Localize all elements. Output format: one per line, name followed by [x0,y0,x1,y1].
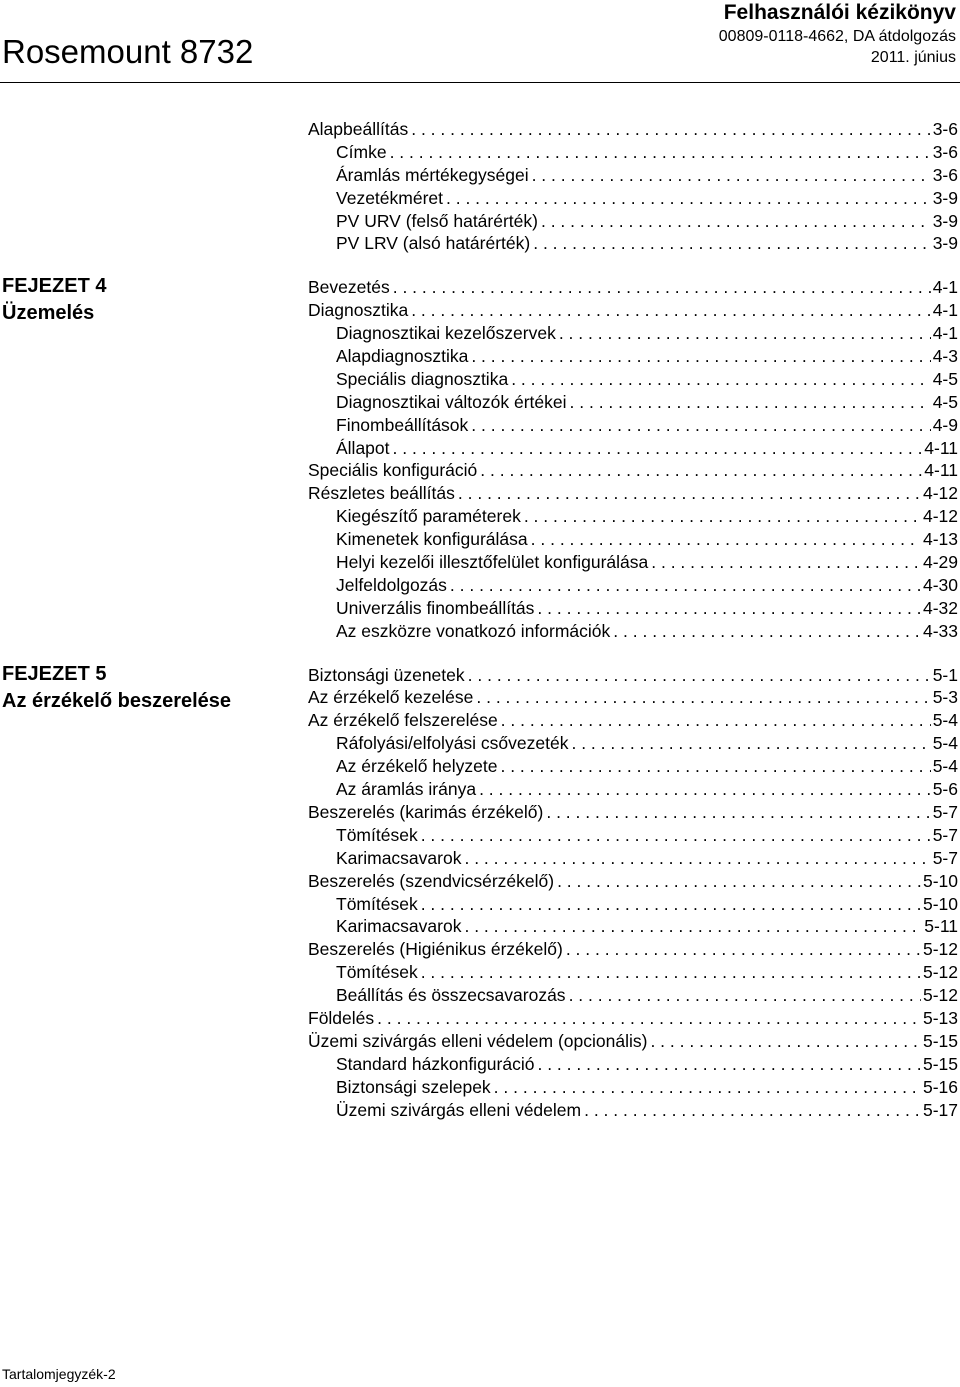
toc-entry-page: 5-12 [922,939,958,960]
toc-entry-page: 5-13 [922,1007,958,1028]
toc-entry[interactable] [308,232,958,255]
dot-leader [501,709,931,732]
dot-leader [377,1007,921,1030]
toc-entry-label: Tömítések [336,962,418,983]
dot-leader [557,870,921,893]
footer-page-label: Tartalomjegyzék-2 [2,1366,116,1382]
dot-leader [533,232,930,255]
toc-entry[interactable] [308,345,958,368]
table-of-contents [308,118,958,1121]
toc-entry-page: 5-4 [932,733,958,754]
toc-entry-label: Az érzékelő helyzete [336,756,498,777]
document-info [719,0,956,68]
dot-leader [390,141,931,164]
toc-entry-label: Kiegészítő paraméterek [336,506,521,527]
chapter-heading [2,661,231,715]
dot-leader [421,961,921,984]
toc-entry[interactable] [308,210,958,233]
toc-entry[interactable] [308,732,958,755]
toc-entry-label: Finombeállítások [336,414,469,435]
toc-entry-page: 5-3 [932,687,958,708]
toc-entry-page: 3-9 [932,187,958,208]
toc-entry-label: Diagnosztikai változók értékei [336,391,567,412]
toc-entry-label: Bevezetés [308,277,390,298]
toc-entry-page: 4-32 [922,597,958,618]
toc-entry-label: PV URV (felső határérték) [336,210,538,231]
toc-entry[interactable] [308,187,958,210]
dot-leader [393,276,931,299]
toc-entry-page: 4-12 [922,483,958,504]
toc-entry-label: Jelfeldolgozás [336,574,447,595]
dot-leader [532,164,931,187]
document-title: Felhasználói kézikönyv [723,1,956,24]
toc-entry-page: 3-6 [932,119,958,139]
dot-leader [471,345,930,368]
toc-entry[interactable] [308,847,958,870]
dot-leader [476,686,930,709]
toc-section [308,276,958,642]
dot-leader [566,938,921,961]
toc-entry[interactable] [308,322,958,345]
toc-entry[interactable] [308,778,958,801]
toc-entry[interactable] [308,709,958,732]
toc-entry-page: 4-13 [922,529,958,550]
toc-entry[interactable] [308,459,958,482]
toc-entry-page: 4-1 [932,300,958,321]
toc-entry-label: Tömítések [336,824,418,845]
toc-entry[interactable] [308,686,958,709]
toc-entry[interactable] [308,870,958,893]
dot-leader [571,732,930,755]
toc-entry[interactable] [308,1076,958,1099]
chapter-title: Üzemelés [2,302,95,325]
toc-entry[interactable] [308,1030,958,1053]
chapter-number: FEJEZET 5 [2,662,107,685]
toc-entry-label: Címke [336,141,387,162]
toc-entry-page: 5-6 [932,779,958,800]
toc-entry-page: 4-5 [932,368,958,389]
toc-entry-label: Kimenetek konfigurálása [336,529,528,550]
toc-entry-label: Helyi kezelői illesztőfelület konfigurálása [336,552,649,573]
toc-entry-label: Vezetékméret [336,187,443,208]
toc-entry-page: 5-12 [922,985,958,1006]
toc-entry[interactable] [308,1053,958,1076]
toc-entry-label: Beszerelés (Higiénikus érzékelő) [308,939,563,960]
toc-entry-label: Biztonsági üzenetek [308,664,465,685]
toc-entry-label: Ráfolyási/elfolyási csővezeték [336,733,569,754]
dot-leader [446,187,931,210]
toc-entry-label: Az érzékelő kezelése [308,687,474,708]
toc-entry-page: 5-4 [932,756,958,777]
toc-entry[interactable] [308,528,958,551]
toc-entry-label: Az áramlás iránya [336,779,477,800]
toc-entry[interactable] [308,915,958,938]
dot-leader [421,893,921,916]
toc-entry[interactable] [308,1099,958,1122]
toc-entry[interactable] [308,597,958,620]
product-name: Rosemount 8732 [2,33,254,70]
toc-entry-label: Üzemi szivárgás elleni védelem [336,1099,582,1120]
toc-entry[interactable] [308,482,958,505]
toc-entry-page: 3-6 [932,164,958,185]
dot-leader [651,551,921,574]
dot-leader [524,505,921,528]
toc-entry[interactable] [308,984,958,1007]
dot-leader [559,322,931,345]
toc-entry-page: 5-16 [922,1076,958,1097]
toc-entry-page: 4-29 [922,552,958,573]
toc-entry[interactable] [308,551,958,574]
toc-entry[interactable] [308,574,958,597]
dot-leader [500,755,930,778]
toc-entry-label: Beállítás és összecsavarozás [336,985,566,1006]
dot-leader [421,824,931,847]
dot-leader [569,984,921,1007]
document-number: 00809-0118-4662, DA átdolgozás [718,28,956,45]
toc-entry-page: 4-5 [932,391,958,412]
toc-entry-label: Speciális konfiguráció [308,460,478,481]
toc-entry-page: 5-10 [922,893,958,914]
toc-entry-label: PV LRV (alsó határérték) [336,233,531,254]
dot-leader [458,482,921,505]
toc-entry[interactable] [308,893,958,916]
toc-entry-page: 4-30 [922,574,958,595]
dot-leader [531,528,921,551]
toc-entry-label: Univerzális finombeállítás [336,597,535,618]
toc-entry-page: 5-4 [932,710,958,731]
toc-entry-label: Az érzékelő felszerelése [308,710,498,731]
toc-entry-page: 5-17 [922,1099,958,1120]
toc-entry-label: Karimacsavarok [336,847,462,868]
toc-entry[interactable] [308,141,958,164]
toc-entry[interactable] [308,164,958,187]
dot-leader [570,391,931,414]
chapter-title: Az érzékelő beszerelése [2,689,232,712]
toc-entry[interactable] [308,961,958,984]
toc-entry-label: Karimacsavarok [336,916,462,937]
toc-entry-page: 4-1 [932,323,958,344]
toc-entry[interactable] [308,276,958,299]
dot-leader [537,1053,921,1076]
dot-leader [546,801,930,824]
toc-entry-page: 5-1 [932,664,958,685]
toc-entry-page: 3-6 [932,141,958,162]
toc-entry-label: Alapbeállítás [308,119,409,139]
toc-entry[interactable] [308,620,958,643]
toc-entry-label: Földelés [308,1007,375,1028]
toc-entry-page: 4-9 [932,414,958,435]
toc-entry-label: Az eszközre vonatkozó információk [336,620,611,641]
toc-entry-page: 3-9 [932,210,958,231]
toc-entry[interactable] [308,755,958,778]
toc-entry[interactable] [308,368,958,391]
toc-entry-page: 4-11 [924,460,958,481]
toc-entry-label: Állapot [336,437,390,458]
toc-entry-label: Beszerelés (szendvicsérzékelő) [308,870,555,891]
toc-entry-label: Diagnosztikai kezelőszervek [336,323,556,344]
toc-entry-label: Részletes beállítás [308,483,455,504]
toc-entry-label: Áramlás mértékegységei [336,164,529,185]
toc-entry[interactable] [308,664,958,687]
dot-leader [471,414,930,437]
toc-entry-page: 4-3 [932,346,958,367]
toc-entry-label: Tömítések [336,893,418,914]
toc-entry[interactable] [308,437,958,460]
toc-entry[interactable] [308,505,958,528]
document-date: 2011. június [870,49,956,66]
dot-leader [537,597,921,620]
toc-entry[interactable] [308,391,958,414]
dot-leader [411,299,931,322]
toc-entry-page: 4-33 [922,620,958,641]
chapter-number: FEJEZET 4 [2,275,107,298]
dot-leader [464,847,930,870]
toc-entry-label: Biztonsági szelepek [336,1076,491,1097]
dot-leader [494,1076,921,1099]
toc-entry-page: 5-12 [922,962,958,983]
chapter-heading [2,273,106,327]
dot-leader [468,664,931,687]
header-divider [0,82,960,83]
dot-leader [584,1099,921,1122]
dot-leader [511,368,931,391]
dot-leader [464,915,922,938]
toc-entry[interactable] [308,801,958,824]
toc-section [308,664,958,1122]
dot-leader [613,620,921,643]
toc-entry[interactable] [308,1007,958,1030]
toc-entry-page: 5-15 [922,1030,958,1051]
toc-entry[interactable] [308,824,958,847]
dot-leader [479,778,931,801]
toc-entry[interactable] [308,414,958,437]
toc-entry-label: Speciális diagnosztika [336,368,509,389]
toc-entry[interactable] [308,299,958,322]
toc-entry-page: 4-11 [924,437,958,458]
dot-leader [480,459,922,482]
toc-entry-label: Diagnosztika [308,300,409,321]
toc-entry-page: 5-15 [922,1053,958,1074]
toc-entry-page: 3-9 [932,233,958,254]
dot-leader [650,1030,921,1053]
dot-leader [411,118,930,141]
dot-leader [393,437,923,460]
toc-entry-label: Beszerelés (karimás érzékelő) [308,801,544,822]
dot-leader [541,210,931,233]
toc-entry-page: 4-1 [932,277,958,298]
toc-entry-page: 5-11 [924,916,958,937]
toc-entry-label: Alapdiagnosztika [336,346,469,367]
toc-entry-label: Standard házkonfiguráció [336,1053,535,1074]
toc-entry-page: 5-10 [922,870,958,891]
toc-section [308,118,958,255]
dot-leader [450,574,921,597]
toc-entry[interactable] [308,938,958,961]
toc-entry-label: Üzemi szivárgás elleni védelem (opcionális) [308,1030,648,1051]
toc-entry-page: 5-7 [932,824,958,845]
toc-entry-page: 5-7 [932,847,958,868]
toc-entry[interactable] [308,118,958,141]
toc-entry-page: 5-7 [932,801,958,822]
toc-entry-page: 4-12 [922,506,958,527]
